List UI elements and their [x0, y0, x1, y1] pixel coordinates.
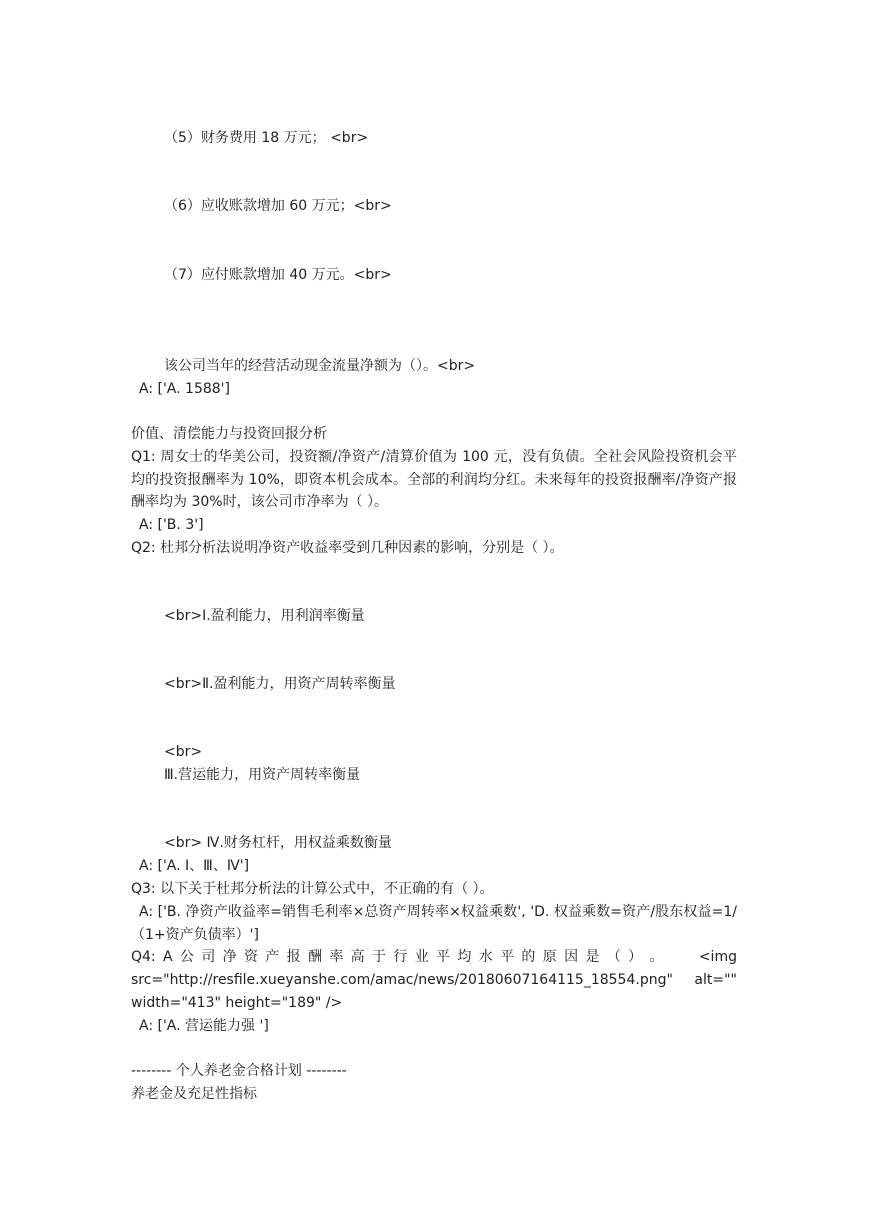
q3-text: Q3: 以下关于杜邦分析法的计算公式中，不正确的有（ ）。	[131, 881, 494, 897]
q2-option-2: <br>Ⅱ.盈利能力，用资产周转率衡量	[164, 676, 396, 692]
section-heading-value-analysis: 价值、清偿能力与投资回报分析	[131, 426, 327, 442]
q4-part: Q4:	[131, 949, 156, 965]
q4-part: 平	[436, 949, 451, 965]
section-divider-pension: -------- 个人养老金合格计划 --------	[131, 1063, 347, 1079]
cashflow-question: 该公司当年的经营活动现金流量净额为（）。<br>	[164, 358, 476, 374]
q4-part: 净	[222, 949, 237, 965]
q4-part: 公	[179, 949, 194, 965]
item-6: （6）应收账款增加 60 万元；<br>	[164, 198, 392, 214]
item-5: （5）财务费用 18 万元； <br>	[164, 130, 369, 146]
q4-line-2	[131, 969, 737, 991]
q4-part: （	[606, 949, 621, 965]
q4-part: 产	[265, 949, 280, 965]
q4-line-1	[131, 946, 737, 968]
q4-part: 业	[414, 949, 429, 965]
q1-text: Q1: 周女士的华美公司，投资额/净资产/清算价值为 100 元，没有负债。全社会风险投资机会平均的投资报酬率为 10%，即资本机会成本。全部的利润均分红。未来每年的投资报酬率/净资产报酬率均为 30%时，该公司市净率为（ ）。	[131, 449, 737, 510]
q4-part: 酬	[307, 949, 322, 965]
q4-img-alt: alt=""	[694, 972, 737, 988]
q4-part: 均	[457, 949, 472, 965]
q4-part: 平	[500, 949, 515, 965]
q4-answer: A: ['A. 营运能力强 ']	[139, 1018, 269, 1034]
q4-part: 司	[201, 949, 216, 965]
q2-option-3: Ⅲ.营运能力，用资产周转率衡量	[164, 767, 361, 783]
q2-option-3-break: <br>	[164, 744, 203, 760]
q2-text: Q2: 杜邦分析法说明净资产收益率受到几种因素的影响，分别是（ ）。	[131, 540, 564, 556]
item-7: （7）应付账款增加 40 万元。<br>	[164, 267, 392, 283]
q2-option-4: <br> Ⅳ.财务杠杆，用权益乘数衡量	[164, 835, 392, 851]
q4-part: 原	[542, 949, 557, 965]
q4-part: 因	[564, 949, 579, 965]
q4-part: 的	[521, 949, 536, 965]
q2-option-1: <br>Ⅰ.盈利能力，用利润率衡量	[164, 608, 365, 624]
q4-part: 于	[372, 949, 387, 965]
q4-img-src: src="http://resfile.xueyanshe.com/amac/news/20180607164115_18554.png"	[131, 972, 673, 988]
q4-part: 水	[478, 949, 493, 965]
cashflow-answer: A: ['A. 1588']	[139, 381, 230, 397]
section-heading-pension: 养老金及充足性指标	[131, 1086, 257, 1102]
q4-part: 。	[649, 949, 664, 965]
q4-line-3: width="413" height="189" />	[131, 995, 343, 1011]
q4-part: 行	[393, 949, 408, 965]
q4-part: 率	[329, 949, 344, 965]
q4-part: 报	[286, 949, 301, 965]
q2-answer: A: ['A. Ⅰ、Ⅲ、Ⅳ']	[139, 858, 250, 874]
q4-part: A	[163, 949, 173, 965]
q4-part: 高	[350, 949, 365, 965]
q1-answer: A: ['B. 3']	[139, 517, 204, 533]
q4-part: ）	[628, 949, 643, 965]
q4-part: 资	[243, 949, 258, 965]
q4-part: 是	[585, 949, 600, 965]
q3-answer: A: ['B. 净资产收益率=销售毛利率×总资产周转率×权益乘数', 'D. 权益乘数=资产/股东权益=1/（1+资产负债率）']	[131, 904, 737, 943]
q4-part: <img	[698, 949, 737, 965]
